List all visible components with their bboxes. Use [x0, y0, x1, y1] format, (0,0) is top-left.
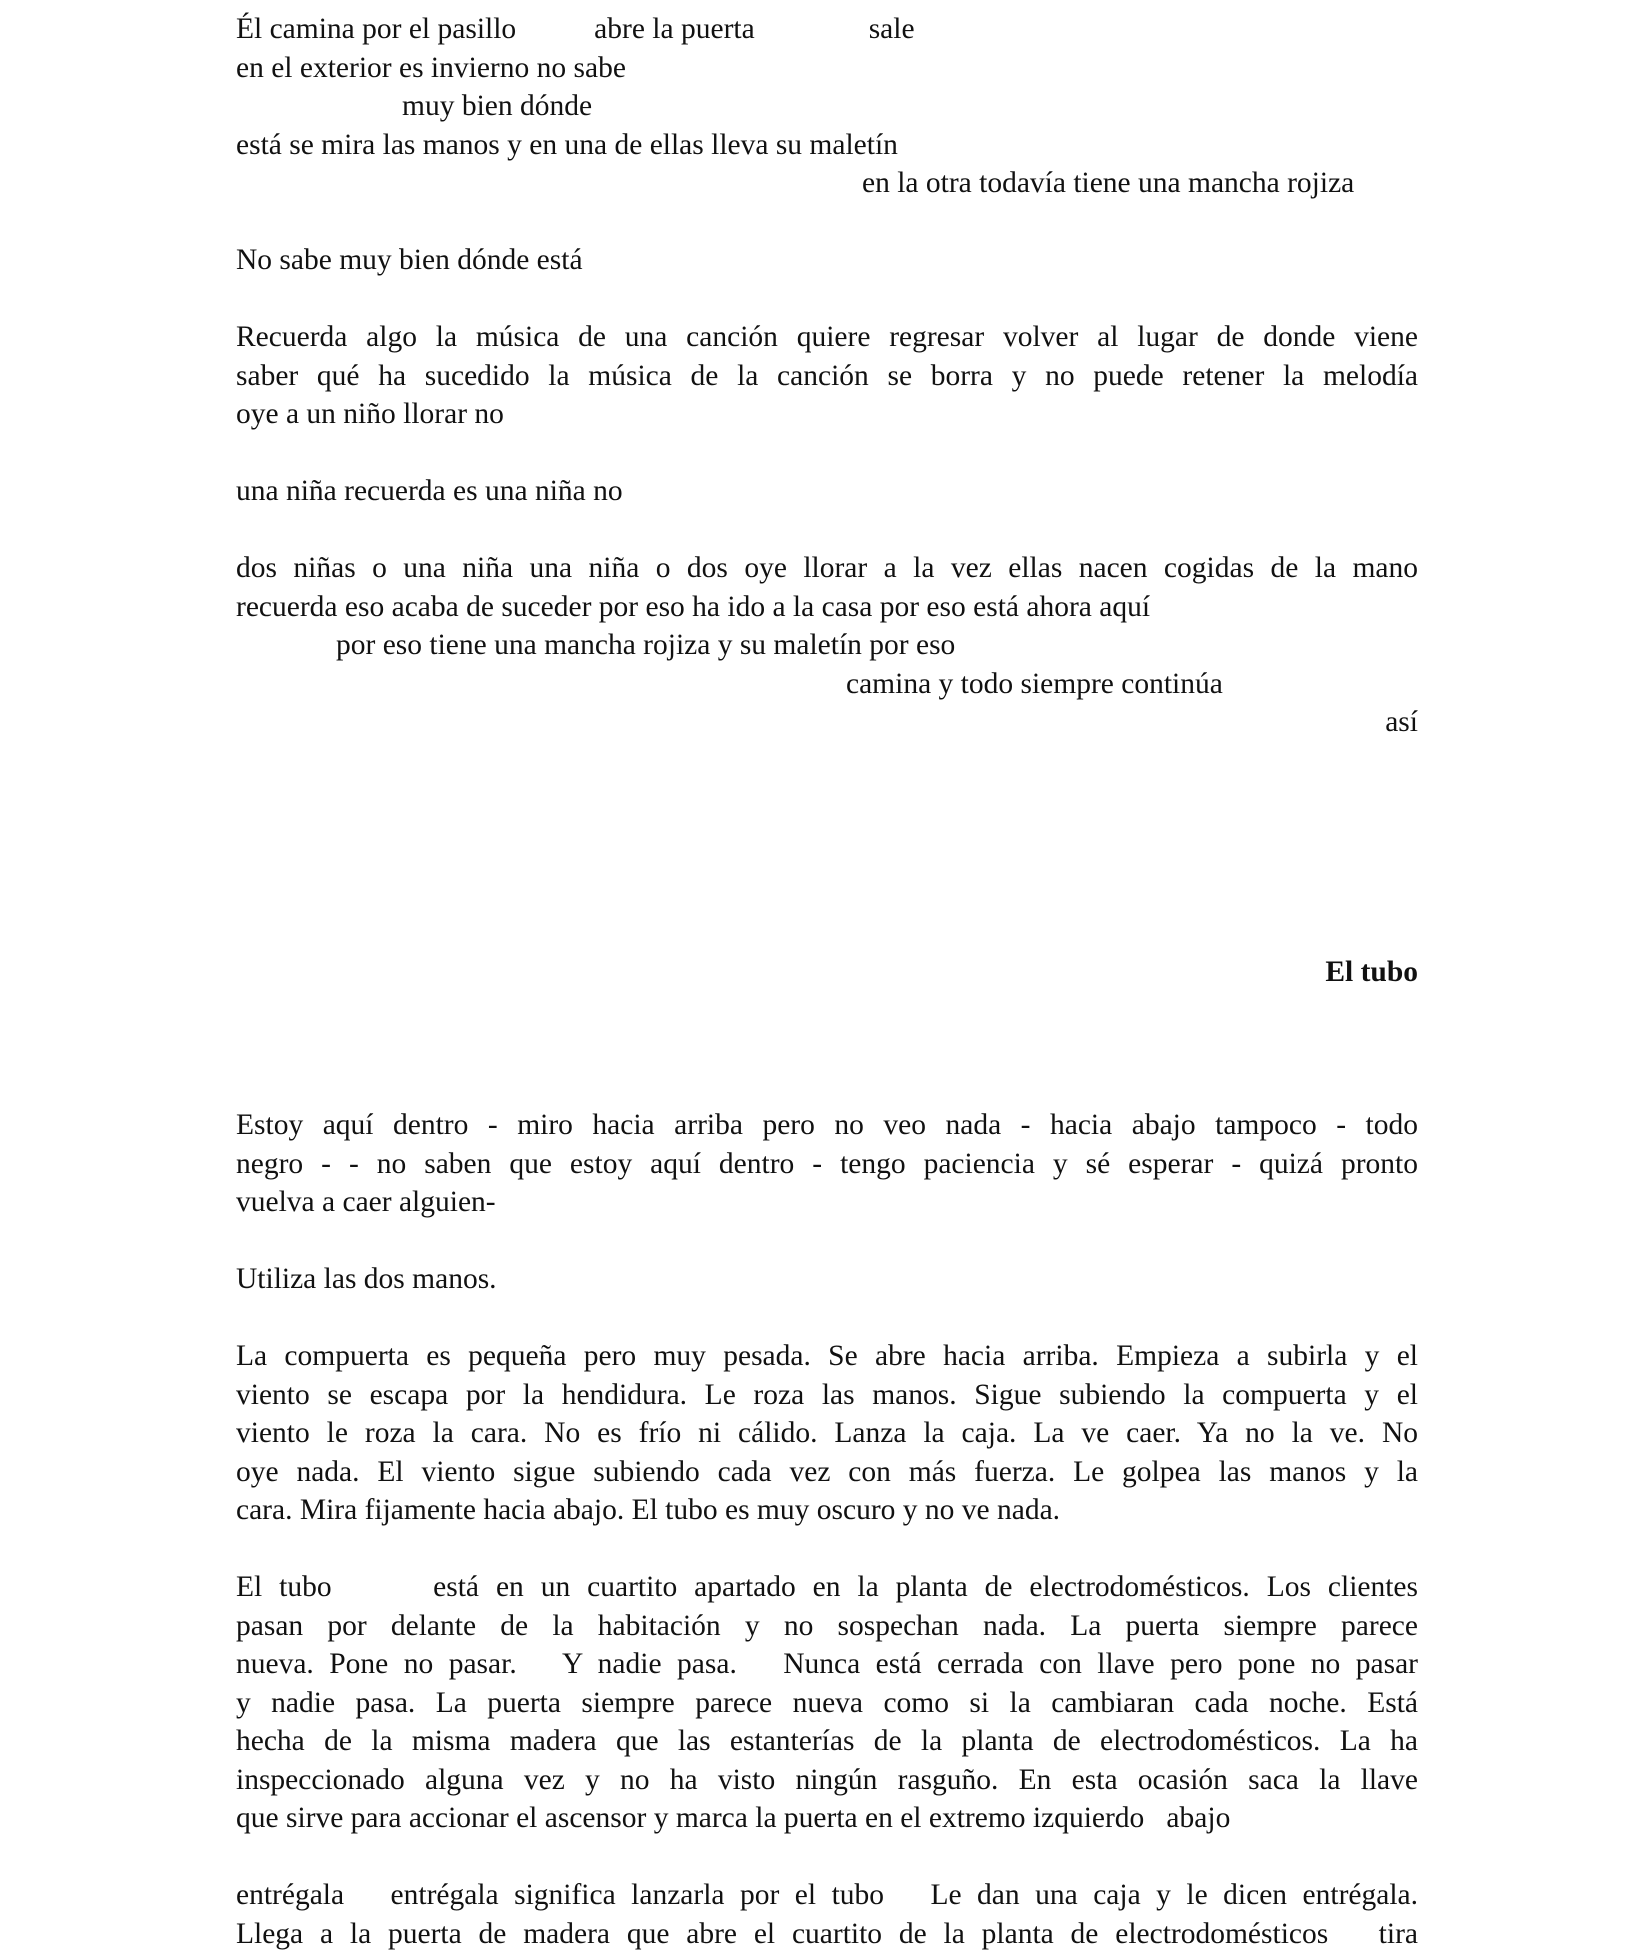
- text-line: No sabe muy bien dónde está: [236, 244, 583, 276]
- prose-paragraph-4: [236, 1568, 1418, 1838]
- text-fragment: Él camina por el pasillo: [236, 13, 517, 45]
- text-line: inspeccionado alguna vez y no ha visto ningún rasguño. En esta ocasión saca la llave: [236, 1763, 1418, 1796]
- text-line: dos niñas o una niña una niña o dos oye llorar a la vez ellas nacen cogidas de la mano: [236, 552, 1418, 584]
- text-line: recuerda eso acaba de suceder por eso ha ido a la casa por eso está ahora aquí: [236, 590, 1151, 623]
- text-line: así: [1385, 706, 1418, 738]
- text-line: pasan por delante de la habitación y no sospechan nada. La puerta siempre parece: [236, 1609, 1418, 1642]
- text-line: negro - - no saben que estoy aquí dentro - tengo paciencia y sé esperar - quizá pronto: [236, 1147, 1418, 1180]
- text-line: oye a un niño llorar no: [236, 398, 504, 430]
- text-line: La compuerta es pequeña pero muy pesada. Se abre hacia arriba. Empieza a subirla y el: [236, 1340, 1418, 1372]
- text-line: oye nada. El viento sigue subiendo cada vez con más fuerza. Le golpea las manos y la: [236, 1455, 1418, 1488]
- poem-paragraph-3: [236, 318, 1418, 434]
- prose-paragraph-1: [236, 1106, 1418, 1222]
- poem-paragraph-4: [236, 472, 1418, 511]
- poem-paragraph-1: [236, 10, 1418, 203]
- text-line: [236, 10, 1418, 49]
- prose-paragraph-2: [236, 1260, 1418, 1299]
- text-line: muy bien dónde: [402, 90, 593, 122]
- text-fragment: abre la puerta: [594, 13, 755, 45]
- prose-paragraph-5: [236, 1876, 1418, 1953]
- prose-paragraph-3: [236, 1337, 1418, 1530]
- text-line: El tubo está en un cuartito apartado en la planta de electrodomésticos. Los clientes: [236, 1571, 1418, 1603]
- section-title: El tubo: [1325, 956, 1418, 988]
- text-line: Llega a la puerta de madera que abre el cuartito de la planta de electrodomésticos tira: [236, 1917, 1418, 1950]
- text-line: Estoy aquí dentro - miro hacia arriba pero no veo nada - hacia abajo tampoco - todo: [236, 1109, 1418, 1141]
- text-line: y nadie pasa. La puerta siempre parece nueva como si la cambiaran cada noche. Está: [236, 1686, 1418, 1719]
- text-line: en la otra todavía tiene una mancha rojiza: [862, 167, 1355, 199]
- text-line: viento se escapa por la hendidura. Le roza las manos. Sigue subiendo la compuerta y el: [236, 1378, 1418, 1411]
- text-line: saber qué ha sucedido la música de la canción se borra y no puede retener la melodía: [236, 359, 1418, 392]
- poem-paragraph-2: [236, 241, 1418, 280]
- text-line: vuelva a caer alguien-: [236, 1186, 496, 1218]
- text-line: Recuerda algo la música de una canción quiere regresar volver al lugar de donde viene: [236, 321, 1418, 353]
- text-line: en el exterior es invierno no sabe: [236, 51, 626, 84]
- text-line: una niña recuerda es una niña no: [236, 475, 623, 507]
- text-line: por eso tiene una mancha rojiza y su maletín por eso: [336, 629, 956, 661]
- text-line: viento le roza la cara. No es frío ni cálido. Lanza la caja. La ve caer. Ya no la ve. No: [236, 1417, 1418, 1449]
- poem-paragraph-5: [236, 549, 1418, 742]
- text-line: nueva. Pone no pasar. Y nadie pasa. Nunca está cerrada con llave pero pone no pasar: [236, 1648, 1418, 1680]
- text-line: hecha de la misma madera que las estanterías de la planta de electrodomésticos. La ha: [236, 1725, 1418, 1757]
- text-line: camina y todo siempre continúa: [846, 667, 1223, 700]
- text-line: que sirve para accionar el ascensor y marca la puerta en el extremo izquierdo abajo: [236, 1802, 1231, 1834]
- text-line: está se mira las manos y en una de ellas lleva su maletín: [236, 128, 898, 161]
- text-line: entrégala entrégala significa lanzarla por el tubo Le dan una caja y le dicen entrégala.: [236, 1879, 1418, 1911]
- text-fragment: sale: [868, 13, 915, 45]
- text-line: cara. Mira fijamente hacia abajo. El tubo es muy oscuro y no ve nada.: [236, 1494, 1061, 1526]
- text-line: Utiliza las dos manos.: [236, 1263, 497, 1295]
